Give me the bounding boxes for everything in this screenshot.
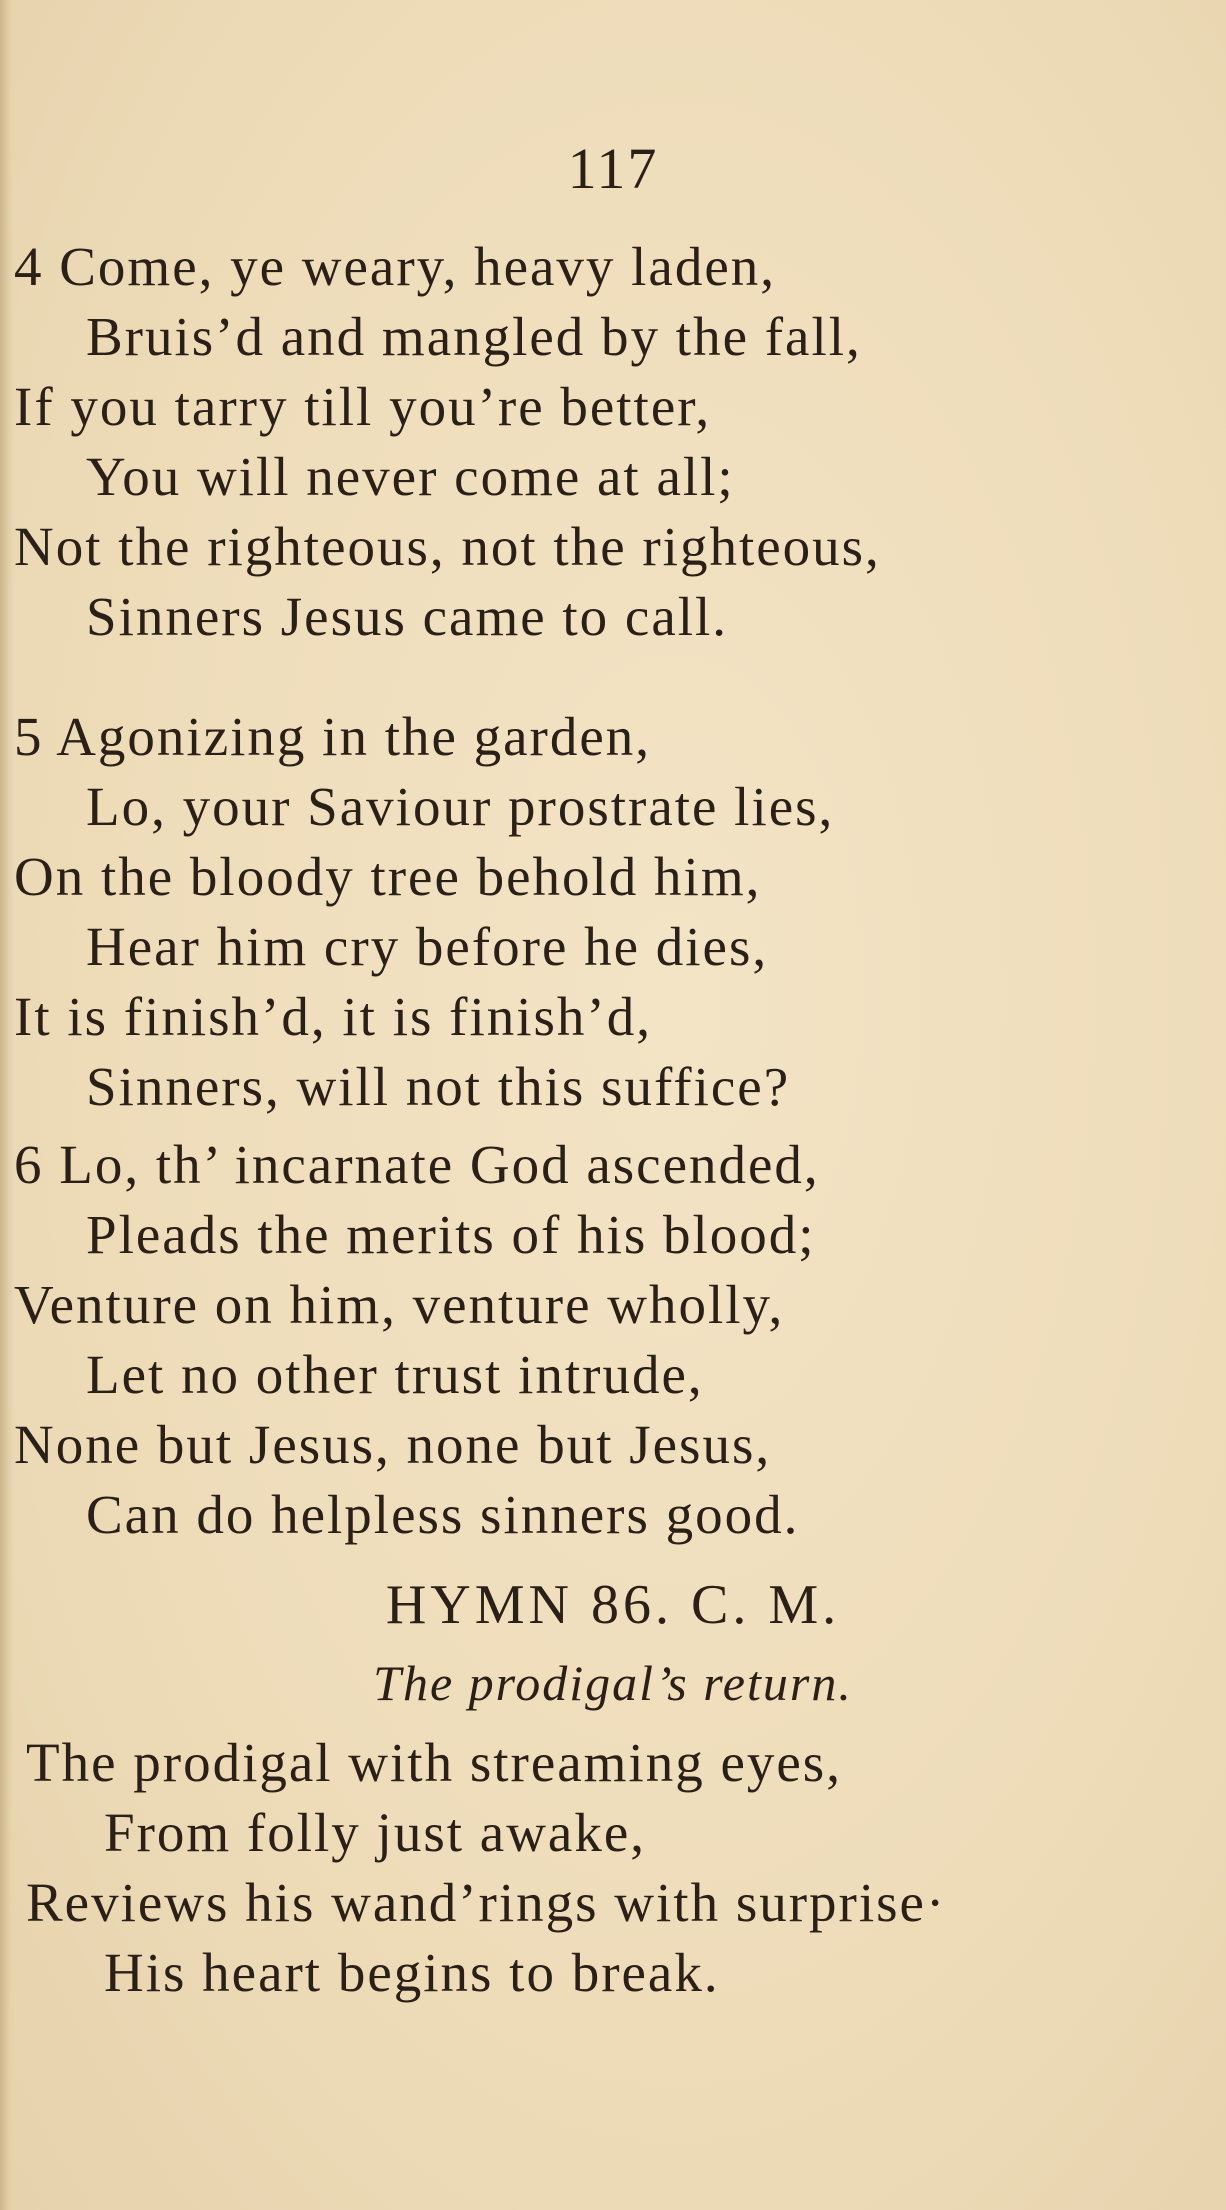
- verse-line: Lo, your Saviour prostrate lies,: [86, 776, 835, 837]
- verse-line: Reviews his wand’rings with surprise·: [26, 1872, 947, 1933]
- hymn-subtitle: The prodigal’s return.: [373, 1655, 853, 1711]
- verse-line: From folly just awake,: [104, 1802, 646, 1863]
- verse-line: None but Jesus, none but Jesus,: [14, 1414, 772, 1475]
- verse-line: 6 Lo, th’ incarnate God ascended,: [14, 1134, 820, 1195]
- binding-edge: [0, 0, 14, 2210]
- verse-line: Sinners Jesus came to call.: [86, 586, 729, 647]
- verse-line: Bruis’d and mangled by the fall,: [86, 306, 862, 367]
- verse-line: 5 Agonizing in the garden,: [14, 706, 652, 767]
- verse-line: Let no other trust intrude,: [86, 1344, 704, 1405]
- verse-line: Pleads the merits of his blood;: [86, 1204, 816, 1265]
- verse-line: It is finish’d, it is finish’d,: [14, 986, 652, 1047]
- page-number: 117: [567, 136, 659, 201]
- verse-line: The prodigal with streaming eyes,: [26, 1732, 842, 1793]
- verse-line: Venture on him, venture wholly,: [14, 1274, 785, 1335]
- hymn-title: HYMN 86. C. M.: [385, 1574, 841, 1636]
- verse-line: Sinners, will not this suffice?: [86, 1056, 791, 1117]
- verse-line: Not the righteous, not the righteous,: [14, 516, 881, 577]
- verse-line: You will never come at all;: [86, 446, 735, 507]
- verse-line: On the bloody tree behold him,: [14, 846, 762, 907]
- verse-line: His heart begins to break.: [104, 1942, 720, 2003]
- verse-line: 4 Come, ye weary, heavy laden,: [14, 236, 777, 297]
- verse-line: Hear him cry before he dies,: [86, 916, 769, 977]
- verse-line: If you tarry till you’re better,: [14, 376, 712, 437]
- verse-line: Can do helpless sinners good.: [86, 1484, 800, 1545]
